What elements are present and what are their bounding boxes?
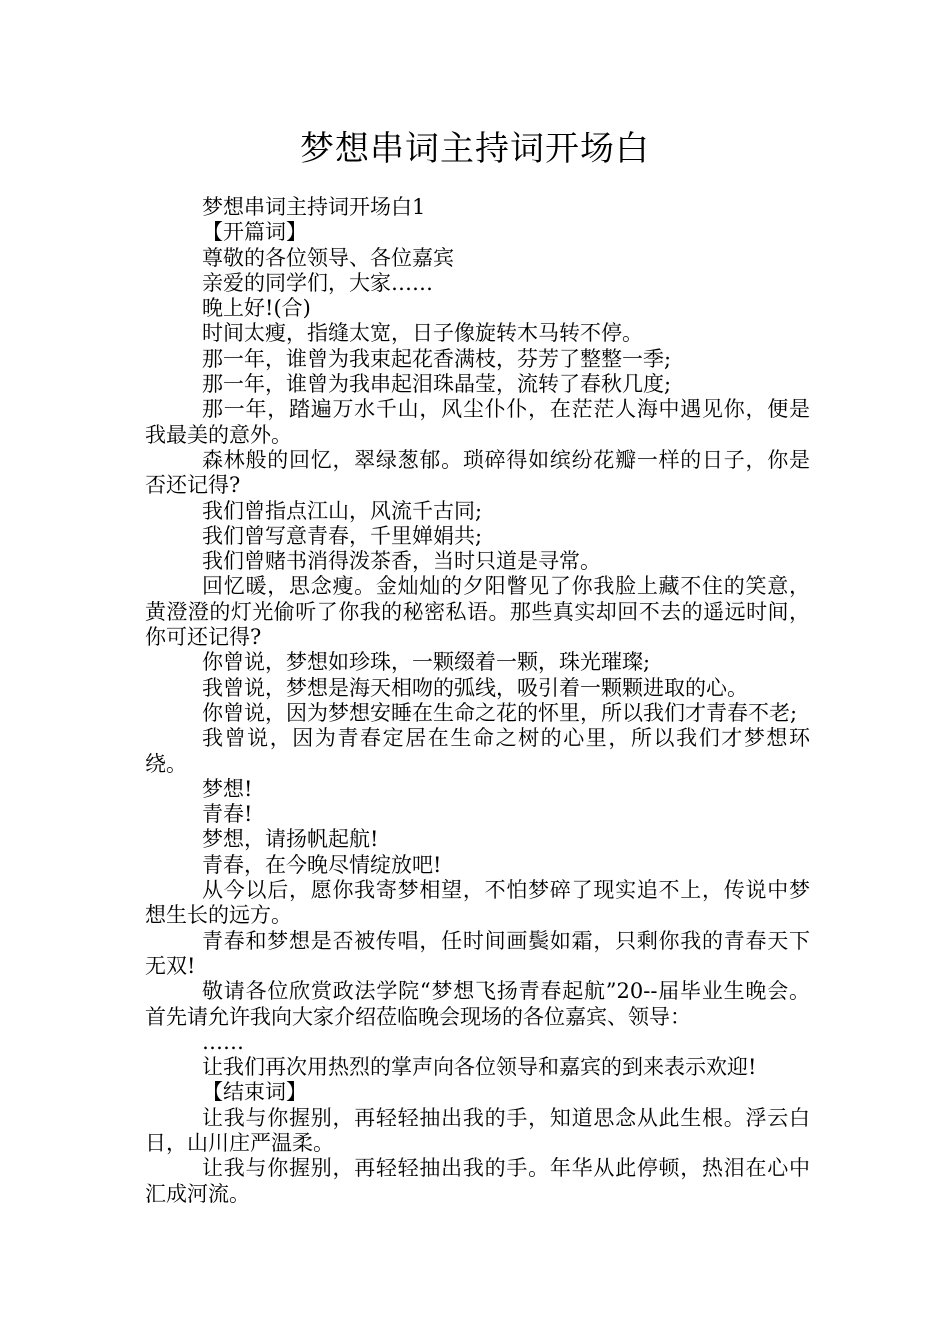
paragraph: 那一年，踏遍万水千山，风尘仆仆，在茫茫人海中遇见你，便是我最美的意外。 [145,397,810,447]
paragraph: 青春，在今晚尽情绽放吧! [202,852,442,877]
paragraph: 青春和梦想是否被传唱，任时间画鬓如霜，只剩你我的青春天下无双! [145,928,810,978]
paragraph: 从今以后，愿你我寄梦相望，不怕梦碎了现实追不上，传说中梦想生长的远方。 [145,878,810,928]
paragraph: 我们曾写意青春，千里婵娟共; [202,523,483,548]
paragraph: 我曾说，因为青春定居在生命之树的心里，所以我们才梦想环绕。 [145,726,810,776]
paragraph: 青春! [202,802,253,827]
paragraph: 梦想! [202,776,253,801]
section-heading: 【开篇词】 [202,220,307,245]
paragraph: 让我与你握别，再轻轻抽出我的手。年华从此停顿，热泪在心中汇成河流。 [145,1156,810,1206]
paragraph: 让我们再次用热烈的掌声向各位领导和嘉宾的到来表示欢迎! [202,1055,757,1080]
paragraph: 让我与你握别，再轻轻抽出我的手，知道思念从此生根。浮云白日，山川庄严温柔。 [145,1105,810,1155]
paragraph: 你曾说，因为梦想安睡在生命之花的怀里，所以我们才青春不老; [202,700,798,725]
paragraph: 时间太瘦，指缝太宽，日子像旋转木马转不停。 [202,321,643,346]
paragraph: 梦想串词主持词开场白1 [202,195,426,219]
paragraph: 亲爱的同学们，大家…… [202,270,433,295]
section-heading: 【结束词】 [202,1080,307,1105]
paragraph: 森林般的回忆，翠绿葱郁。琐碎得如缤纷花瓣一样的日子，你是否还记得? [145,447,810,498]
paragraph: 我曾说，梦想是海天相吻的弧线，吸引着一颗颗进取的心。 [202,675,748,700]
paragraph: 尊敬的各位领导、各位嘉宾 [202,245,454,270]
paragraph: 梦想，请扬帆起航! [202,827,379,852]
paragraph: 你曾说，梦想如珍珠，一颗缀着一颗，珠光璀璨; [202,650,651,675]
paragraph: 回忆暖，思念瘦。金灿灿的夕阳瞥见了你我脸上藏不住的笑意，黄澄澄的灯光偷听了你我的秘密私语。那些真实却回不去的遥远时间，你可还记得? [145,574,810,650]
paragraph: 敬请各位欣赏政法学院“梦想飞扬青春起航”20--届毕业生晚会。首先请允许我向大家介绍莅临晚会现场的各位嘉宾、领导： [145,979,810,1029]
paragraph: 那一年，谁曾为我串起泪珠晶莹，流转了春秋几度; [202,372,672,397]
document-body [145,195,810,1207]
paragraph: 我们曾指点江山，风流千古同; [202,498,483,523]
document-title: 梦想串词主持词开场白 [300,129,650,169]
paragraph: …… [202,1029,244,1054]
paragraph: 我们曾赌书消得泼茶香，当时只道是寻常。 [202,549,601,574]
paragraph: 那一年，谁曾为我束起花香满枝，芬芳了整整一季; [202,346,672,371]
paragraph: 晚上好!(合) [202,296,311,321]
